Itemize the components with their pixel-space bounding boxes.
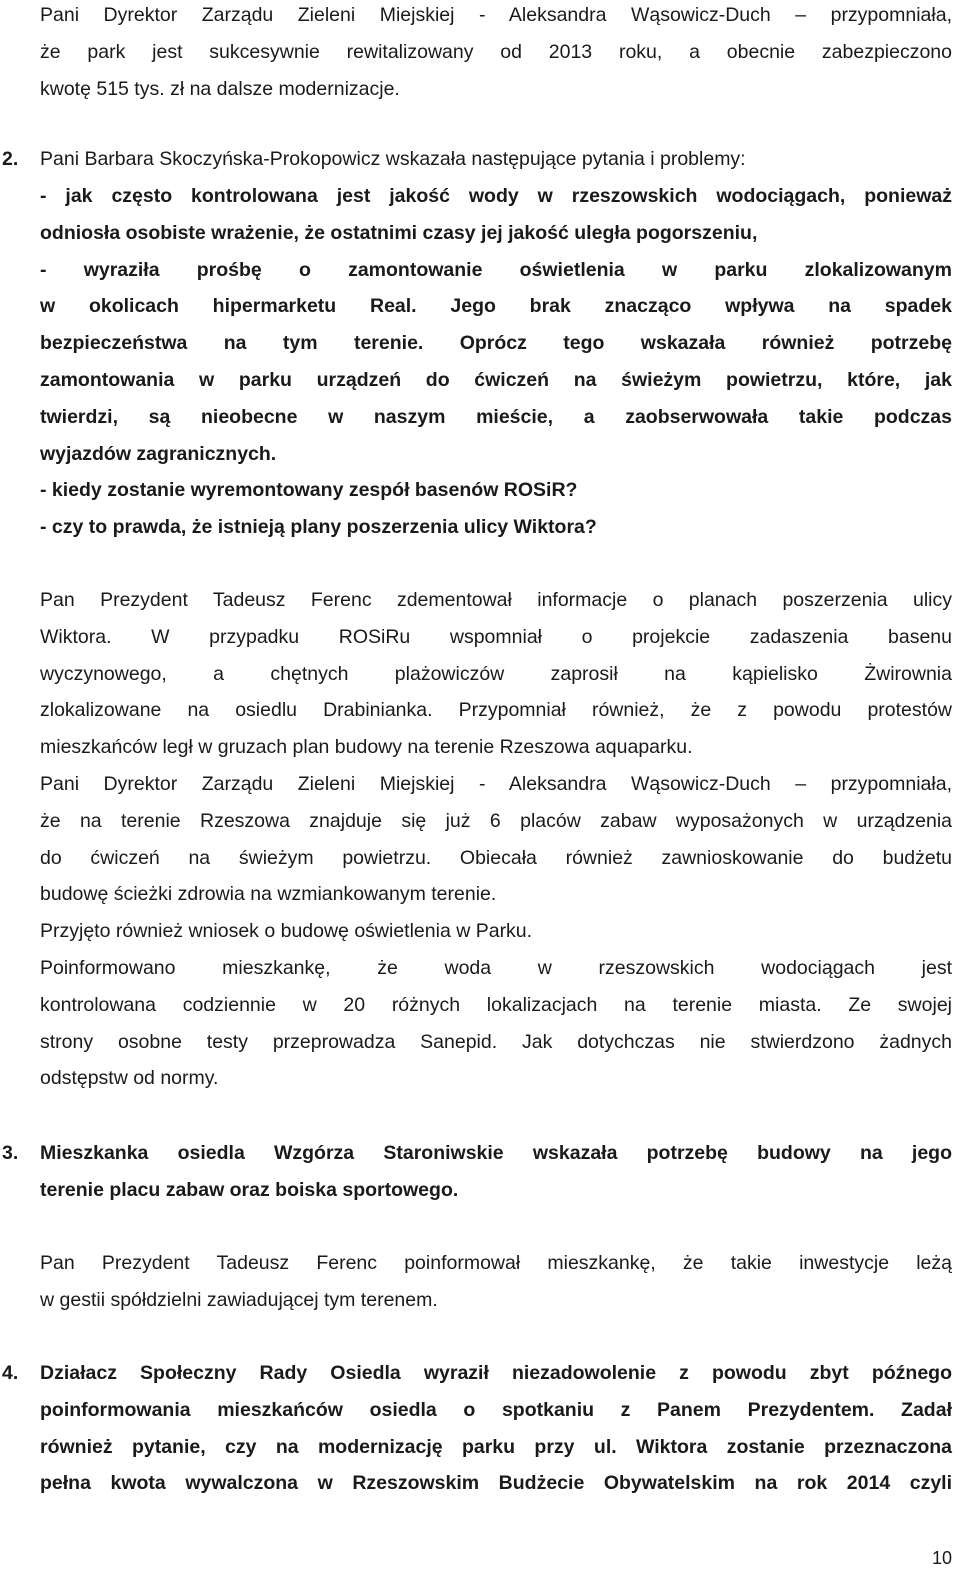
text-line: Działacz Społeczny Rady Osiedla wyraził niezadowolenie z powodu zbyt późnego [40, 1362, 952, 1384]
item-number: 2. [2, 148, 19, 170]
item-2-answer [40, 582, 952, 1097]
text-line: strony osobne testy przeprowadza Sanepid. Jak dotychczas nie stwierdzono żadnych [40, 1030, 952, 1053]
text-line: Pani Barbara Skoczyńska-Prokopowicz wskazała następujące pytania i problemy: [40, 148, 746, 170]
text-line: Mieszkanka osiedla Wzgórza Staroniwskie wskazała potrzebę budowy na jego [40, 1142, 952, 1164]
text-line: kontrolowana codziennie w 20 różnych lokalizacjach na terenie miasta. Ze swojej [40, 993, 952, 1016]
text-line: Pan Prezydent Tadeusz Ferenc poinformował mieszkankę, że takie inwestycje leżą [40, 1252, 952, 1274]
text-line: kwotę 515 tys. zł na dalsze modernizacje. [40, 77, 400, 100]
text-line: również pytanie, czy na modernizację parku przy ul. Wiktora zostanie przeznaczona [40, 1435, 952, 1458]
text-line: poinformowania mieszkańców osiedla o spotkaniu z Panem Prezydentem. Zadał [40, 1398, 952, 1421]
text-line: Wiktora. W przypadku ROSiRu wspomniał o projekcie zadaszenia basenu [40, 625, 952, 648]
text-line: - jak często kontrolowana jest jakość wody w rzeszowskich wodociągach, ponieważ [40, 185, 952, 207]
text-line: do ćwiczeń na świeżym powietrzu. Obiecała również zawnioskowanie do budżetu [40, 846, 952, 869]
item-2-questions [40, 178, 952, 546]
item-number: 4. [2, 1362, 19, 1384]
text-line: zamontowania w parku urządzeń do ćwiczeń na świeżym powietrzu, które, jak [40, 368, 952, 391]
item-3-heading [40, 1135, 952, 1209]
text-line: Poinformowano mieszkankę, że woda w rzeszowskich wodociągach jest [40, 956, 952, 979]
text-line: odniosła osobiste wrażenie, że ostatnimi czasy jej jakość uległa pogorszeniu, [40, 221, 758, 244]
text-line: że na terenie Rzeszowa znajduje się już 6 placów zabaw wyposażonych w urządzenia [40, 809, 952, 832]
item-4-heading [40, 1355, 952, 1502]
text-line: zlokalizowane na osiedlu Drabinianka. Przypomniał również, że z powodu protestów [40, 699, 952, 722]
text-line: mieszkańców legł w gruzach plan budowy na terenie Rzeszowa aquaparku. [40, 736, 693, 759]
text-line: twierdzi, są nieobecne w naszym mieście, a zaobserwowała takie podczas [40, 405, 952, 428]
item-3-answer [40, 1245, 952, 1319]
text-line: Pani Dyrektor Zarządu Zieleni Miejskiej - Aleksandra Wąsowicz-Duch – przypomniała, [40, 772, 952, 795]
text-line: w okolicach hipermarketu Real. Jego brak znacząco wpływa na spadek [40, 295, 952, 318]
item-2-heading [40, 141, 952, 178]
text-line: Przyjęto również wniosek o budowę oświetlenia w Parku. [40, 920, 533, 943]
text-line: - kiedy zostanie wyremontowany zespół basenów ROSiR? [40, 479, 578, 502]
text-line: bezpieczeństwa na tym terenie. Oprócz tego wskazała również potrzebę [40, 332, 952, 355]
text-line: terenie placu zabaw oraz boiska sportowego. [40, 1178, 459, 1201]
text-line: pełna kwota wywalczona w Rzeszowskim Budżecie Obywatelskim na rok 2014 czyli [40, 1472, 952, 1495]
text-line: wyczynowego, a chętnych plażowiczów zaprosił na kąpielisko Żwirownia [40, 662, 952, 685]
page-number: 10 [931, 1548, 952, 1568]
text-line: - wyraziła prośbę o zamontowanie oświetlenia w parku zlokalizowanym [40, 258, 952, 281]
text-line: Pani Dyrektor Zarządu Zieleni Miejskiej - Aleksandra Wąsowicz-Duch – przypomniała, [40, 4, 952, 26]
text-line: - czy to prawda, że istnieją plany poszerzenia ulicy Wiktora? [40, 516, 597, 539]
text-line: odstępstw od normy. [40, 1067, 219, 1090]
paragraph-park-revitalization [40, 0, 952, 107]
text-line: wyjazdów zagranicznych. [40, 442, 277, 465]
text-line: w gestii spółdzielni zawiadującej tym terenem. [40, 1288, 438, 1311]
text-line: budowę ścieżki zdrowia na wzmiankowanym terenie. [40, 883, 497, 906]
text-line: że park jest sukcesywnie rewitalizowany od 2013 roku, a obecnie zabezpieczono [40, 40, 952, 63]
text-line: Pan Prezydent Tadeusz Ferenc zdementował informacje o planach poszerzenia ulicy [40, 589, 952, 611]
item-number: 3. [2, 1142, 19, 1164]
